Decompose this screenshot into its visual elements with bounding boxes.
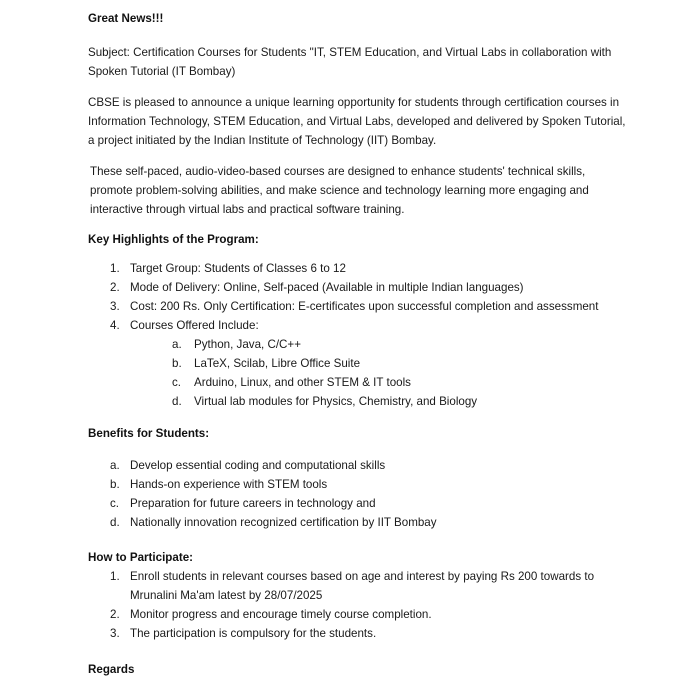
list-item — [88, 513, 630, 532]
list-item — [88, 278, 630, 297]
list-text: Cost: 200 Rs. Only Certification: E-certificates upon successful completion and assessment — [130, 300, 599, 313]
list-item — [88, 456, 630, 475]
list-number: 3. — [110, 627, 120, 640]
list-number: 2. — [110, 608, 120, 621]
list-item — [88, 494, 630, 513]
list-text: Develop essential coding and computational skills — [130, 459, 386, 472]
list-letter: b. — [172, 357, 182, 370]
courses-sublist — [88, 335, 630, 411]
list-letter: a. — [172, 338, 182, 351]
list-text: Preparation for future careers in technology and — [130, 497, 376, 510]
list-item — [88, 335, 630, 354]
list-text: Arduino, Linux, and other STEM & IT tools — [194, 376, 411, 389]
list-item — [88, 373, 630, 392]
highlights-heading: Key Highlights of the Program: — [88, 233, 259, 246]
list-number: 1. — [110, 262, 120, 275]
list-text: Hands-on experience with STEM tools — [130, 478, 328, 491]
list-letter: d. — [172, 395, 182, 408]
list-text: Python, Java, C/C++ — [194, 338, 301, 351]
list-item — [88, 392, 630, 411]
list-text: Enroll students in relevant courses based on age and interest by paying Rs 200 towards to Mrunalini Ma'am latest by 28/07/2025 — [130, 570, 595, 602]
list-item — [88, 475, 630, 494]
list-letter: d. — [110, 516, 120, 529]
list-letter: c. — [110, 497, 120, 510]
list-item — [88, 316, 630, 335]
list-item — [88, 259, 630, 278]
list-text: Mode of Delivery: Online, Self-paced (Available in multiple Indian languages) — [130, 281, 524, 294]
list-item — [88, 605, 630, 624]
highlights-list — [88, 259, 630, 335]
subject-line: Subject: Certification Courses for Students "IT, STEM Education, and Virtual Labs in collaboration with Spoken Tutorial (IT Bombay) — [88, 46, 612, 78]
list-text: Virtual lab modules for Physics, Chemistry, and Biology — [194, 395, 478, 408]
list-text: Courses Offered Include: — [130, 319, 259, 332]
list-text: Nationally innovation recognized certification by IIT Bombay — [130, 516, 437, 529]
list-item — [88, 624, 630, 643]
announcement-paragraph: CBSE is pleased to announce a unique learning opportunity for students through certification courses in Information Technology, STEM Education, and Virtual Labs, developed and delivered by Spoken Tutorial, a project initiated by the Indian Institute of Technology (IIT) Bombay. — [88, 96, 626, 147]
list-letter: b. — [110, 478, 120, 491]
list-item — [88, 354, 630, 373]
list-text: LaTeX, Scilab, Libre Office Suite — [194, 357, 361, 370]
list-item — [88, 567, 630, 605]
list-number: 4. — [110, 319, 120, 332]
regards-signoff: Regards — [88, 663, 135, 676]
list-text: Monitor progress and encourage timely course completion. — [130, 608, 432, 621]
great-news-heading: Great News!!! — [88, 12, 164, 25]
list-letter: a. — [110, 459, 120, 472]
list-number: 1. — [110, 570, 120, 583]
participate-heading: How to Participate: — [88, 551, 194, 564]
list-item — [88, 297, 630, 316]
list-number: 2. — [110, 281, 120, 294]
benefits-list — [88, 456, 630, 532]
list-text: The participation is compulsory for the students. — [130, 627, 377, 640]
list-letter: c. — [172, 376, 182, 389]
participate-list — [88, 567, 630, 643]
description-paragraph: These self-paced, audio-video-based courses are designed to enhance students' technical skills, promote problem-solving abilities, and make science and technology learning more engaging and interactive through virtual labs and practical software training. — [90, 165, 589, 216]
list-text: Target Group: Students of Classes 6 to 12 — [130, 262, 346, 275]
benefits-heading: Benefits for Students: — [88, 427, 210, 440]
list-number: 3. — [110, 300, 120, 313]
